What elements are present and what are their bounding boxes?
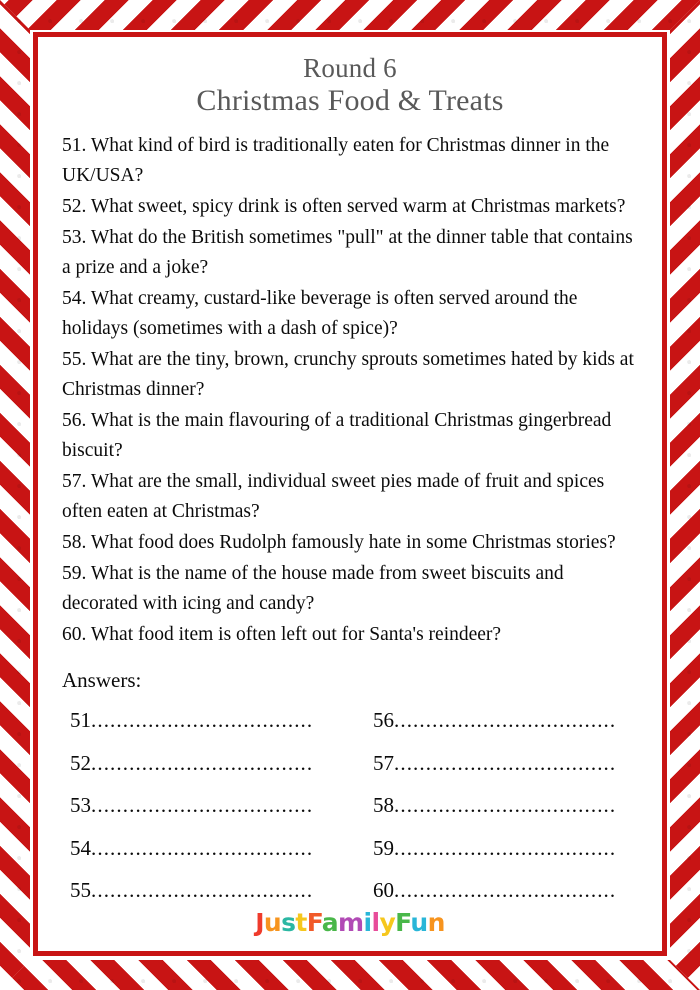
answer-line[interactable]: [373, 869, 640, 911]
answer-number: 55: [70, 878, 91, 902]
answer-line[interactable]: [70, 827, 337, 869]
answer-blank-line[interactable]: ...................................: [394, 878, 617, 902]
brand-letter: F: [306, 908, 322, 937]
answer-line[interactable]: [373, 699, 640, 741]
brand-letter: t: [295, 908, 307, 937]
question-item: 55. What are the tiny, brown, crunchy sprouts sometimes hated by kids at Christmas dinner?: [62, 349, 634, 401]
brand-letter: n: [427, 908, 445, 937]
answer-line[interactable]: [373, 827, 640, 869]
answer-number: 54: [70, 835, 91, 860]
brand-letter: l: [371, 908, 380, 937]
question-item: 54. What creamy, custard-like beverage is often served around the holidays (sometimes with a dash of spice)?: [62, 288, 578, 340]
answer-blank-line[interactable]: ...................................: [91, 750, 314, 775]
striped-border-bottom: [0, 960, 700, 990]
card-inner: [38, 37, 662, 951]
brand-letter: i: [363, 908, 372, 937]
answer-line[interactable]: [70, 784, 337, 826]
question-item: 56. What is the main flavouring of a traditional Christmas gingerbread biscuit?: [62, 410, 612, 462]
content-card: [33, 32, 667, 956]
answer-line[interactable]: [373, 784, 640, 826]
answer-blank-line[interactable]: ...................................: [91, 878, 314, 902]
question-item: 57. What are the small, individual sweet pies made of fruit and spices often eaten at Christmas?: [62, 471, 605, 523]
answer-blank-line[interactable]: ...................................: [394, 750, 617, 775]
answers-heading: Answers:: [62, 668, 142, 693]
round-label: Round 6: [303, 53, 397, 83]
brand-letter: F: [395, 908, 411, 937]
question-list: [56, 131, 644, 650]
question-item: 51. What kind of bird is traditionally eaten for Christmas dinner in the UK/USA?: [62, 135, 610, 187]
answer-line[interactable]: [70, 742, 337, 784]
answer-number: 60: [373, 878, 394, 902]
topic-title: Christmas Food & Treats: [196, 84, 504, 118]
brand-letter: y: [379, 908, 396, 937]
brand-letter: a: [321, 908, 339, 937]
answer-number: 58: [373, 793, 394, 818]
answers-grid: [56, 699, 644, 911]
answer-blank-line[interactable]: ...................................: [91, 708, 314, 733]
stripe-texture: [0, 960, 700, 990]
answer-line[interactable]: [70, 869, 337, 911]
question-item: 59. What is the name of the house made from sweet biscuits and decorated with icing and candy?: [62, 563, 564, 615]
question-item: 53. What do the British sometimes "pull" at the dinner table that contains a prize and a joke?: [62, 227, 633, 279]
answer-line[interactable]: [373, 742, 640, 784]
answer-number: 51: [70, 708, 91, 733]
answer-number: 52: [70, 750, 91, 775]
brand-letter: u: [410, 908, 428, 937]
brand-logo: [38, 908, 662, 937]
answer-blank-line[interactable]: ...................................: [394, 793, 617, 818]
brand-letter: J: [255, 908, 264, 937]
stripe-texture: [0, 0, 30, 990]
brand-letter: u: [263, 908, 282, 937]
answer-blank-line[interactable]: ...................................: [91, 835, 314, 860]
answer-number: 59: [373, 835, 394, 860]
question-item: 52. What sweet, spicy drink is often served warm at Christmas markets?: [62, 196, 626, 218]
answer-blank-line[interactable]: ...................................: [394, 708, 617, 733]
answer-number: 57: [373, 750, 394, 775]
answer-number: 56: [373, 708, 394, 733]
question-item: 60. What food item is often left out for Santa's reindeer?: [62, 624, 502, 646]
striped-border-top: [0, 0, 700, 30]
answer-blank-line[interactable]: ...................................: [91, 793, 314, 818]
question-item: 58. What food does Rudolph famously hate in some Christmas stories?: [62, 532, 616, 554]
answer-blank-line[interactable]: ...................................: [394, 835, 617, 860]
striped-border-right: [670, 0, 700, 990]
brand-letter: s: [281, 908, 296, 937]
answer-line[interactable]: [70, 699, 337, 741]
page-title: [56, 53, 644, 119]
stripe-texture: [0, 0, 700, 30]
striped-border-left: [0, 0, 30, 990]
answer-number: 53: [70, 793, 91, 818]
brand-letter: m: [338, 908, 364, 937]
stripe-texture: [670, 0, 700, 990]
